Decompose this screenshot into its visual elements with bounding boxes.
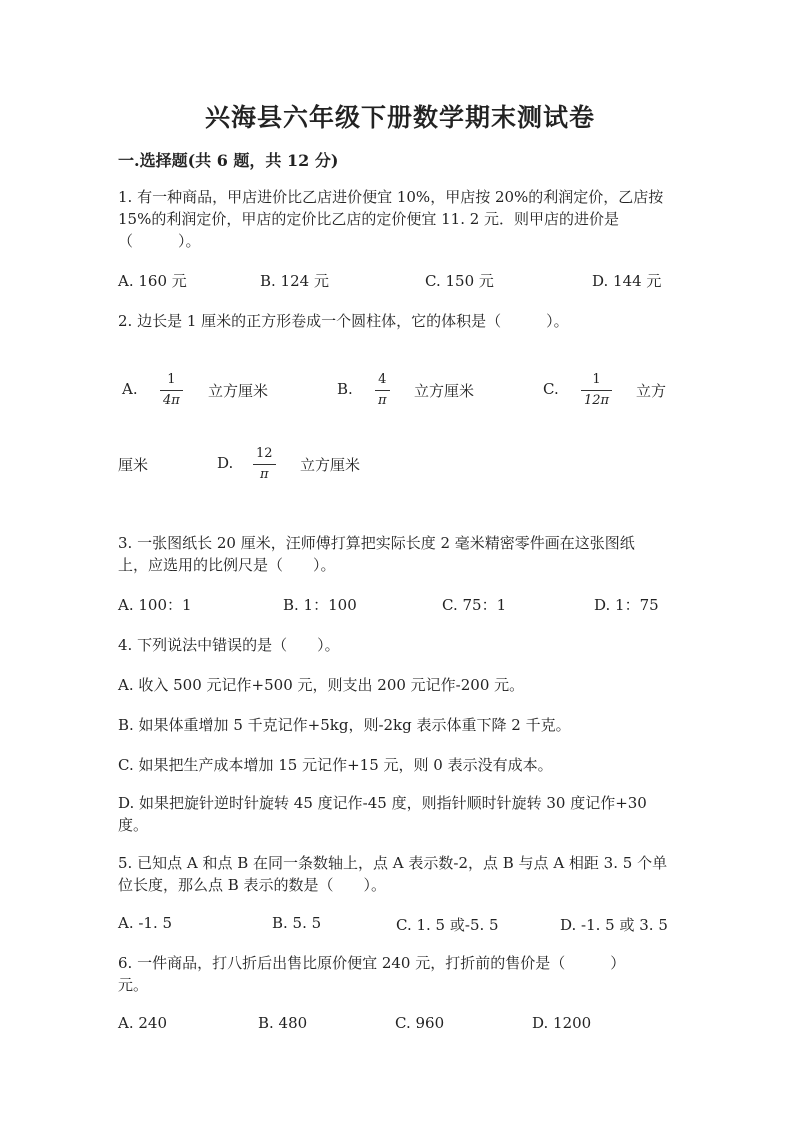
q3-option-a[interactable]: A. 100：1	[118, 596, 192, 614]
fraction-bar	[375, 390, 390, 391]
q1-option-a[interactable]: A. 160 元	[118, 272, 187, 290]
q1-option-c[interactable]: C. 150 元	[425, 272, 494, 290]
question-6	[118, 952, 678, 996]
q2-option-d-label[interactable]: D.	[217, 454, 234, 472]
q4-option-d[interactable]	[118, 792, 678, 836]
fraction-denominator: π	[378, 393, 387, 408]
q2-option-a-fraction	[160, 372, 183, 409]
q2-option-c-unit-part1: 立方	[636, 382, 667, 400]
question-4: 4. 下列说法中错误的是（ ）。	[118, 636, 340, 654]
q4-option-b[interactable]: B. 如果体重增加 5 千克记作+5kg，则-2kg 表示体重下降 2 千克。	[118, 716, 571, 734]
q4-option-c[interactable]: C. 如果把生产成本增加 15 元记作+15 元，则 0 表示没有成本。	[118, 756, 553, 774]
q5-option-c[interactable]: C. 1. 5 或-5. 5	[396, 916, 499, 934]
question-5-line-1: 5. 已知点 A 和点 B 在同一条数轴上，点 A 表示数-2，点 B 与点 A 相距 3. 5 个单	[118, 854, 668, 872]
q3-option-d[interactable]: D. 1：75	[594, 596, 659, 614]
question-1	[118, 186, 678, 252]
fraction-numerator: 12	[256, 446, 273, 461]
q2-option-a-label[interactable]: A.	[122, 380, 138, 398]
q5-option-a[interactable]: A. -1. 5	[118, 914, 173, 932]
question-1-line-3: （ ）。	[118, 232, 201, 250]
q5-option-d[interactable]: D. -1. 5 或 3. 5	[560, 916, 668, 934]
q6-option-a[interactable]: A. 240	[118, 1014, 167, 1032]
q2-option-a-unit: 立方厘米	[208, 382, 269, 400]
q6-option-c[interactable]: C. 960	[395, 1014, 445, 1032]
q1-option-d[interactable]: D. 144 元	[592, 272, 662, 290]
q2-option-d-unit: 立方厘米	[300, 456, 361, 474]
page-title: 兴海县六年级下册数学期末测试卷	[204, 103, 595, 132]
q2-option-b-unit: 立方厘米	[414, 382, 475, 400]
q2-option-b-label[interactable]: B.	[337, 380, 353, 398]
section-heading: 一.选择题(共 6 题，共 12 分)	[118, 151, 339, 170]
question-3-line-2: 上，应选用的比例尺是（ ）。	[118, 556, 336, 574]
q2-option-c-unit-part2: 厘米	[118, 456, 149, 474]
fraction-bar	[160, 390, 183, 391]
q2-option-c-fraction	[581, 372, 612, 409]
q1-option-b[interactable]: B. 124 元	[260, 272, 329, 290]
q2-option-b-fraction	[375, 372, 390, 409]
fraction-denominator: π	[260, 467, 269, 482]
q4-option-a[interactable]: A. 收入 500 元记作+500 元，则支出 200 元记作-200 元。	[118, 676, 525, 694]
fraction-numerator: 1	[592, 372, 601, 387]
fraction-denominator: 12π	[584, 393, 610, 408]
question-5-line-2: 位长度，那么点 B 表示的数是（ ）。	[118, 876, 387, 894]
question-1-line-2: 15%的利润定价，甲店的定价比乙店的定价便宜 11. 2 元．则甲店的进价是	[118, 210, 620, 228]
q6-option-d[interactable]: D. 1200	[532, 1014, 592, 1032]
fraction-numerator: 4	[378, 372, 387, 387]
q2-option-d-fraction	[253, 446, 276, 483]
question-5	[118, 852, 678, 896]
q4-option-d-line-1: D. 如果把旋针逆时针旋转 45 度记作-45 度，则指针顺时针旋转 30 度记作+30	[118, 794, 647, 812]
question-1-line-1: 1. 有一种商品，甲店进价比乙店进价便宜 10%，甲店按 20%的利润定价，乙店按	[118, 188, 664, 206]
question-3	[118, 532, 678, 576]
question-3-line-1: 3. 一张图纸长 20 厘米，汪师傅打算把实际长度 2 毫米精密零件画在这张图纸	[118, 534, 635, 552]
fraction-denominator: 4π	[163, 393, 180, 408]
q2-option-c-label[interactable]: C.	[543, 380, 559, 398]
fraction-bar	[581, 390, 612, 391]
question-2: 2. 边长是 1 厘米的正方形卷成一个圆柱体，它的体积是（ ）。	[118, 312, 569, 330]
fraction-bar	[253, 464, 276, 465]
question-6-line-1: 6. 一件商品，打八折后出售比原价便宜 240 元，打折前的售价是（ ）	[118, 954, 626, 972]
fraction-numerator: 1	[167, 372, 176, 387]
q3-option-c[interactable]: C. 75：1	[442, 596, 507, 614]
q3-option-b[interactable]: B. 1：100	[283, 596, 357, 614]
question-6-line-2: 元。	[118, 976, 149, 994]
q4-option-d-line-2: 度。	[118, 816, 149, 834]
q5-option-b[interactable]: B. 5. 5	[272, 914, 322, 932]
q6-option-b[interactable]: B. 480	[258, 1014, 308, 1032]
